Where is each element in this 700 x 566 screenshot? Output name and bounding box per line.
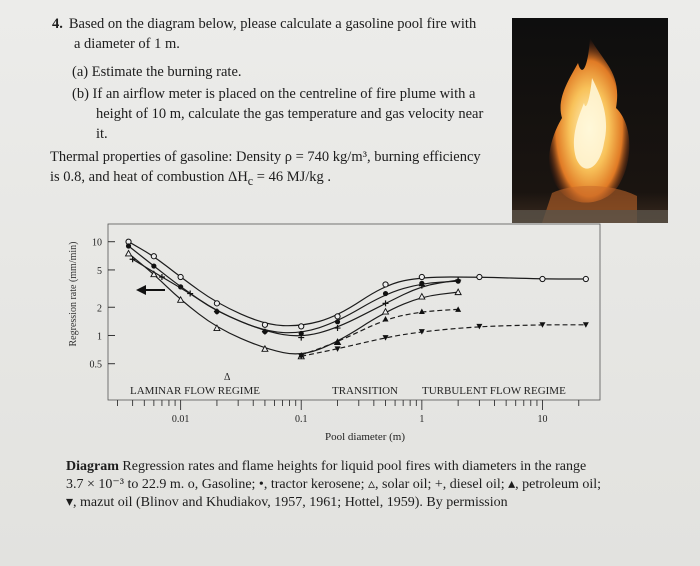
data-point (335, 314, 340, 319)
x-tick-label: 0.1 (294, 414, 308, 425)
arrow-marker (136, 285, 165, 295)
question-intro (52, 14, 512, 54)
diagram-caption (66, 458, 666, 512)
data-point (126, 243, 131, 248)
caption-line1: Diagram Regression rates and flame heights for liquid pool fires with diameters in the range (66, 459, 587, 474)
data-point (583, 276, 588, 281)
data-point (178, 274, 183, 279)
data-point (159, 274, 165, 280)
flame-image (512, 18, 668, 223)
part-b-line1: (b) If an airflow meter is placed on the centreline of fire plume with a (72, 86, 476, 102)
data-point (583, 322, 589, 328)
data-point (383, 316, 389, 322)
part-b-line2: height of 10 m, calculate the gas temperature and gas velocity near (96, 106, 484, 122)
question-part-a: (a) Estimate the burning rate. (72, 64, 242, 80)
series-line-mazut-oil (301, 325, 586, 356)
regime-turbulent: TURBULENT FLOW REGIME (422, 385, 566, 397)
y-tick-label: 5 (97, 265, 102, 277)
x-tick-label: 0.01 (171, 414, 190, 425)
data-point (383, 291, 388, 296)
part-b-line3: it. (96, 126, 108, 142)
regime-transition: TRANSITION (332, 385, 398, 397)
y-tick-label: 2 (97, 303, 102, 315)
y-tick-label: 0.5 (89, 359, 102, 371)
question-intro-line1: Based on the diagram below, please calculate a gasoline pool fire with (68, 16, 477, 32)
x-tick-label: 1 (419, 414, 425, 425)
triangle-annotation: Δ (224, 372, 231, 383)
data-point (383, 282, 388, 287)
data-point (335, 319, 340, 324)
x-axis-label: Pool diameter (m) (324, 431, 406, 443)
data-point (477, 274, 482, 279)
series-line-tractor-kerosene (129, 246, 459, 333)
data-point (130, 256, 136, 262)
caption-line2: 3.7 × 10⁻³ to 22.9 m. ο, Gasoline; •, tractor kerosene; ▵, solar oil; +, diesel oil; ▴, petroleum oil; (66, 477, 602, 492)
data-point (419, 309, 425, 315)
regression-rate-chart (60, 222, 620, 462)
question-part-b (72, 84, 512, 144)
data-point (151, 263, 156, 268)
question-intro-line2: a diameter of 1 m. (74, 36, 180, 52)
y-tick-label: 10 (92, 237, 102, 249)
fire-photo (512, 18, 668, 223)
question-number: 4. (52, 16, 63, 32)
thermal-properties (50, 147, 510, 191)
y-axis-label: Regression rate (mm/min) (68, 241, 79, 347)
data-point (419, 274, 424, 279)
properties-line2: is 0.8, and heat of combustion $\Delta H_c = 46$ MJ/kg . (50, 169, 332, 188)
chart-svg (60, 222, 620, 462)
data-point (151, 254, 156, 259)
data-point (126, 250, 132, 256)
data-point (419, 294, 425, 300)
series-line-solar-oil (129, 253, 459, 353)
data-point (540, 276, 545, 281)
x-tick-label: 10 (537, 414, 548, 425)
data-point (214, 301, 219, 306)
regime-laminar: LAMINAR FLOW REGIME (130, 385, 260, 397)
data-point (299, 324, 304, 329)
y-tick-label: 1 (97, 331, 102, 343)
caption-line3: ▾, mazut oil (Blinov and Khudiakov, 1957, 1961; Hottel, 1959). By permission (66, 495, 508, 510)
data-point (383, 300, 389, 306)
properties-line1: Thermal properties of gasoline: Density ρ = 740 kg/m³, burning efficiency (50, 149, 481, 165)
data-point (262, 322, 267, 327)
